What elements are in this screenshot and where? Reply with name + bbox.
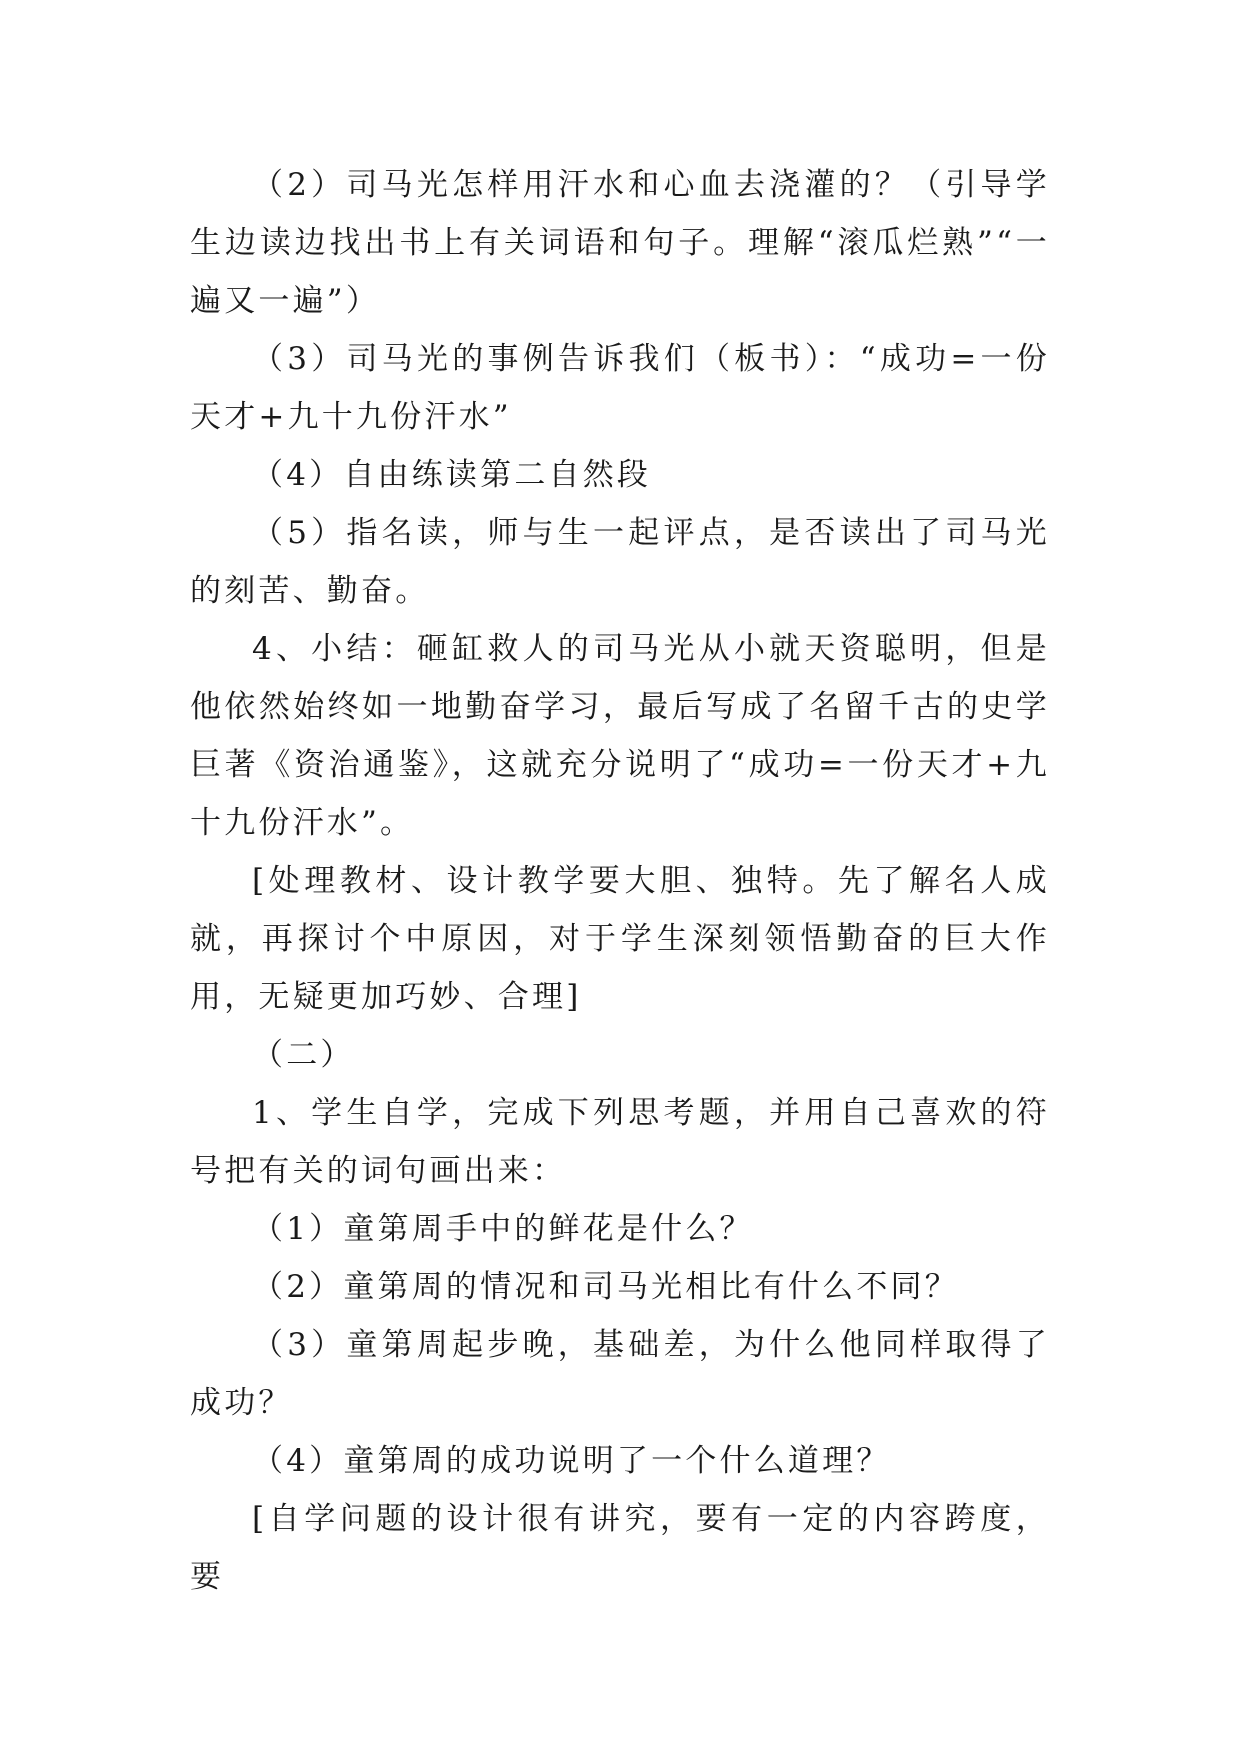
paragraph-comment-1: [处理教材、设计教学要大胆、独特。先了解名人成就，再探讨个中原因，对于学生深刻领悟勤奋的巨大作用，无疑更加巧妙、合理]: [190, 863, 1050, 1015]
paragraph-question-5: （5）指名读，师与生一起评点，是否读出了司马光的刻苦、勤奋。: [190, 515, 1050, 609]
paragraph-comment-2: [自学问题的设计很有讲究，要有一定的内容跨度，要: [190, 1501, 1050, 1595]
paragraph-question-2: （2）司马光怎样用汗水和心血去浇灌的？（引导学生边读边找出书上有关词语和句子。理解“滚瓜烂熟”“一遍又一遍”）: [190, 167, 1050, 319]
paragraph-question-3: （3）司马光的事例告诉我们（板书）：“成功=一份天才+九十九份汗水”: [190, 341, 1050, 435]
section-heading-two: （二）: [252, 1037, 355, 1073]
paragraph-study-question-1: （1）童第周手中的鲜花是什么？: [252, 1211, 754, 1247]
document-body: [190, 156, 1050, 1606]
paragraph-question-4: （4）自由练读第二自然段: [252, 457, 652, 493]
paragraph-study-question-2: （2）童第周的情况和司马光相比有什么不同？: [252, 1269, 959, 1305]
paragraph-study-question-4: （4）童第周的成功说明了一个什么道理？: [252, 1443, 891, 1479]
paragraph-summary: 4、小结：砸缸救人的司马光从小就天资聪明，但是他依然始终如一地勤奋学习，最后写成了名留千古的史学巨著《资治通鉴》，这就充分说明了“成功=一份天才+九十九份汗水”。: [190, 631, 1050, 841]
paragraph-study-question-3: （3）童第周起步晚，基础差，为什么他同样取得了成功？: [190, 1327, 1050, 1421]
paragraph-self-study: 1、学生自学，完成下列思考题，并用自己喜欢的符号把有关的词句画出来：: [190, 1095, 1050, 1189]
